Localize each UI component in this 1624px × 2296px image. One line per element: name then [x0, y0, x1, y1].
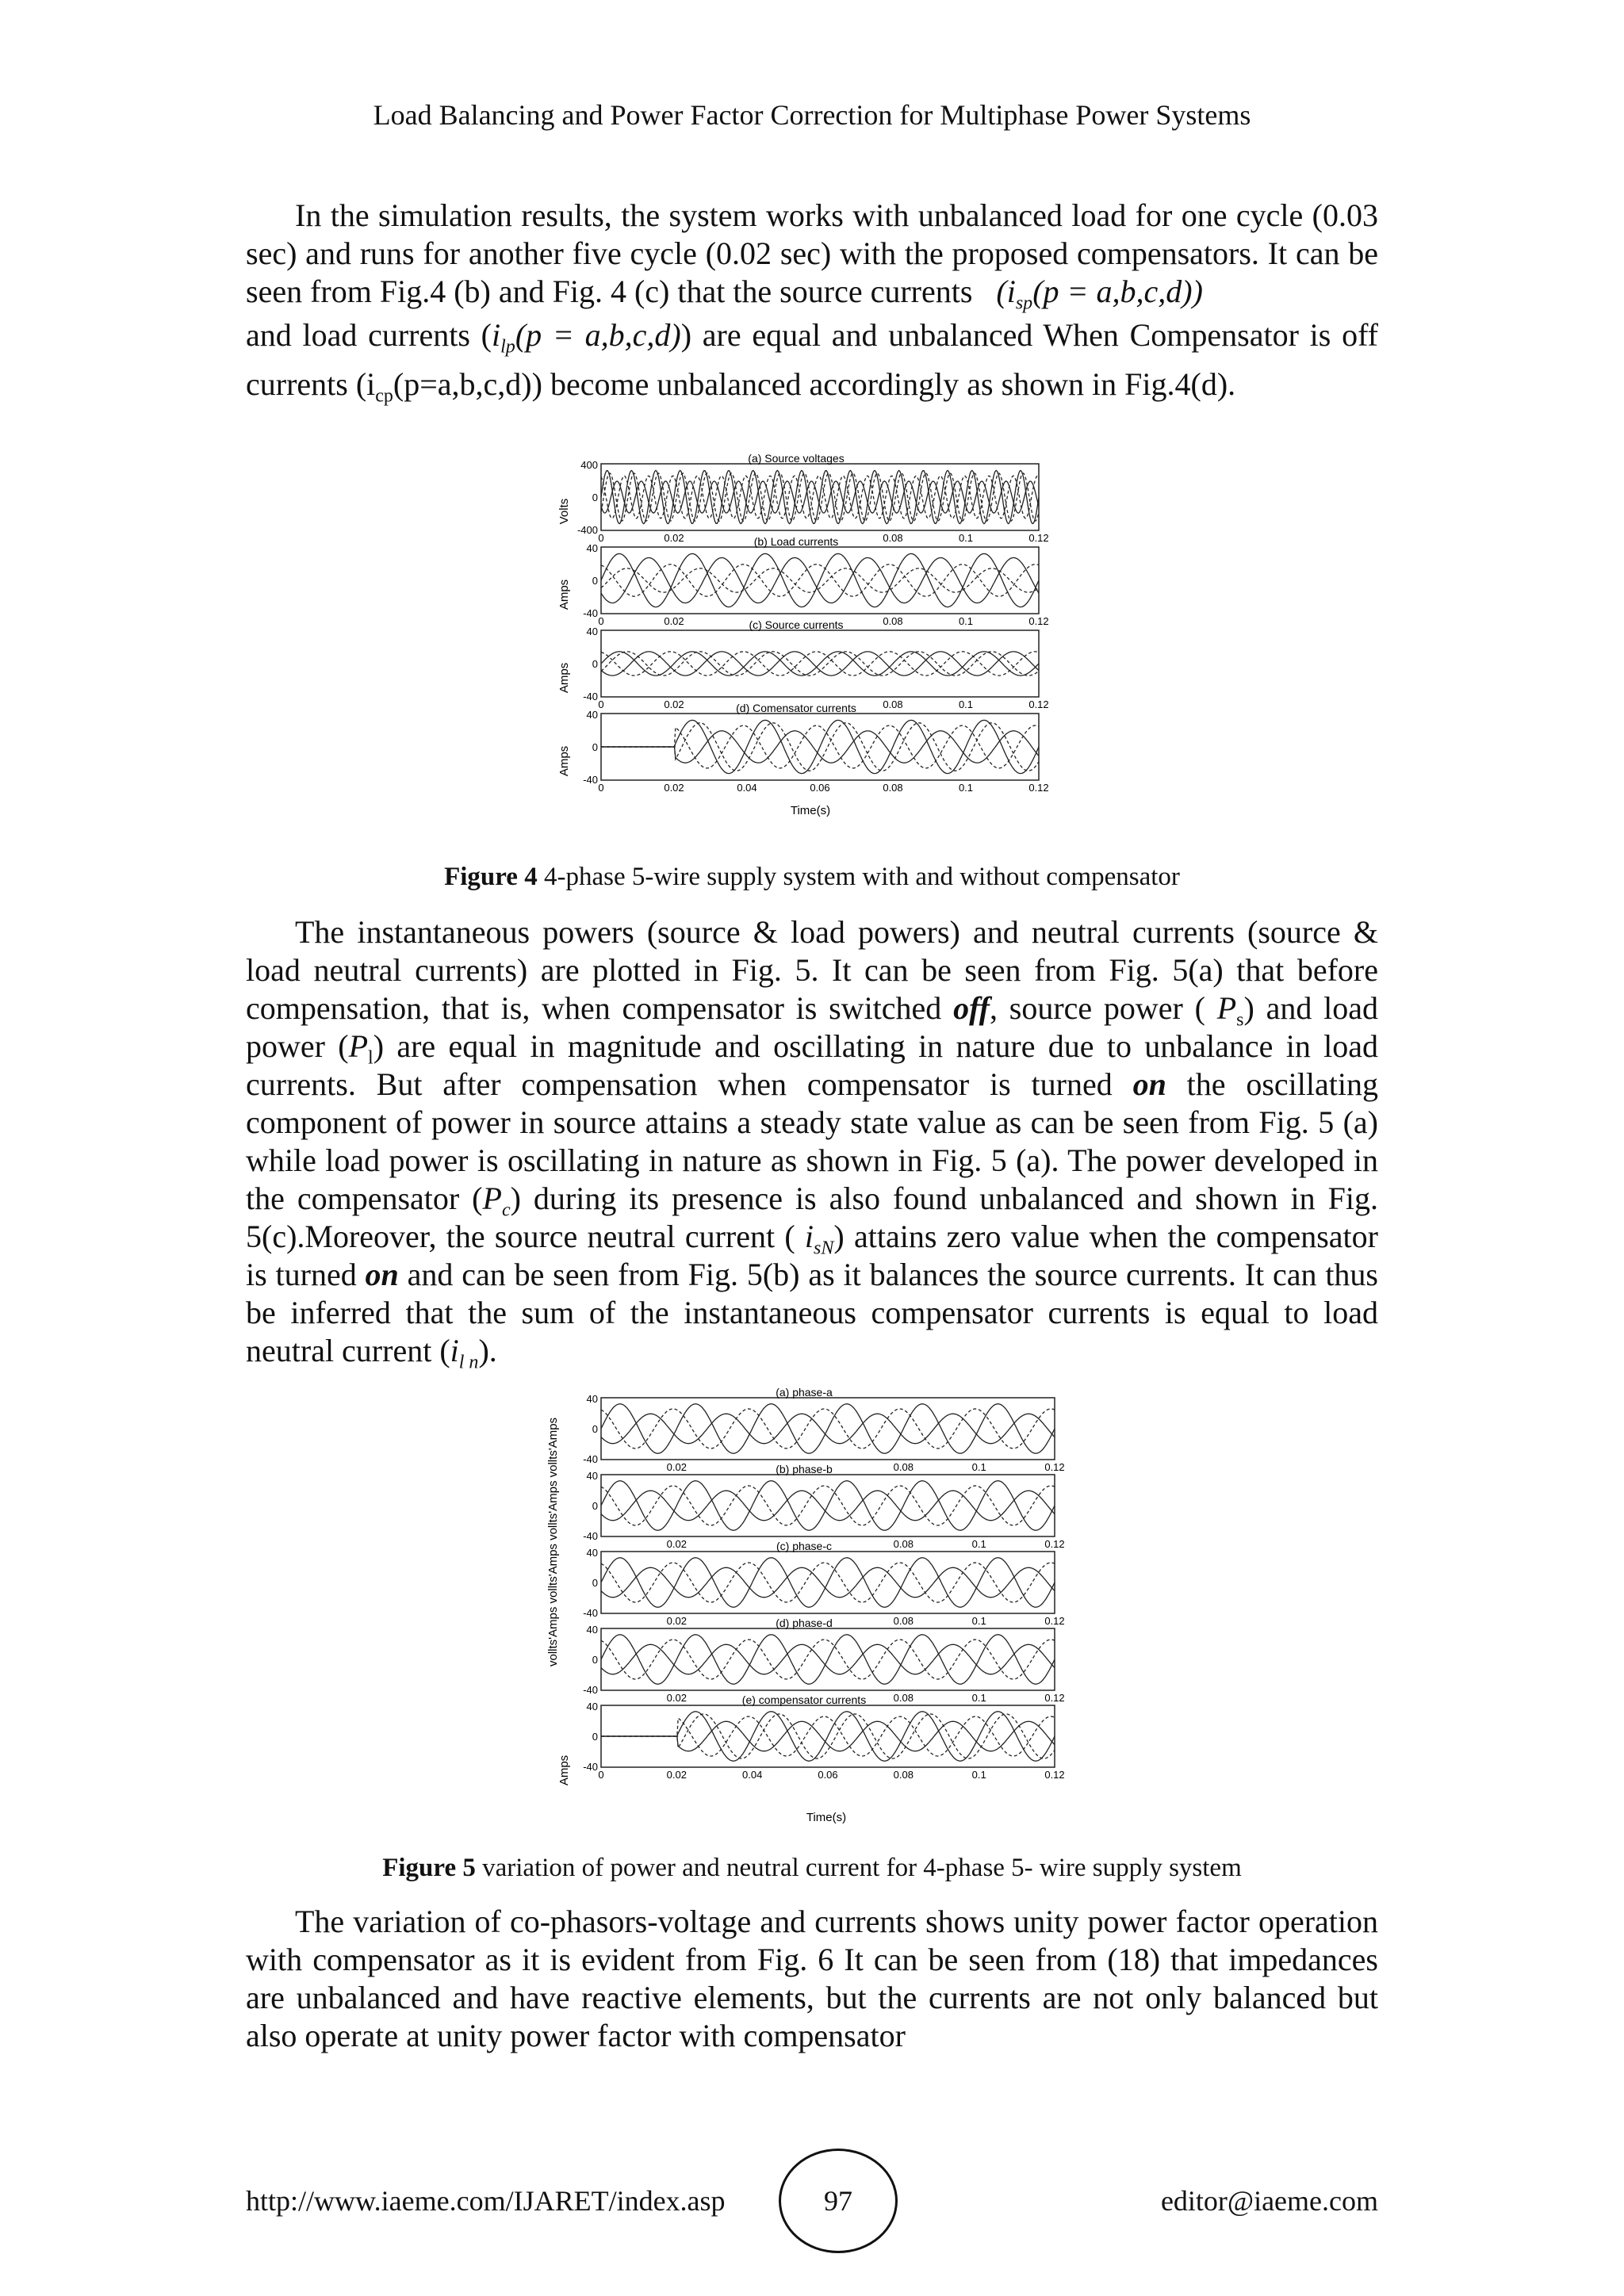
fig5-ytick: 40: [586, 1470, 598, 1482]
fig4-ylabel-d: Amps: [557, 745, 571, 777]
fig5-xtick: 0.1: [971, 1615, 986, 1627]
fig4-panel-title: (b) Load currents: [753, 535, 839, 548]
fig5-xtick: 0.12: [1044, 1461, 1065, 1473]
fig5-ytick: 40: [586, 1624, 598, 1636]
fig4-xtick: 0.02: [664, 615, 684, 627]
equation-ilp: $i_{lp}(p = a,b,c,d)$: [492, 317, 681, 358]
fig5-xlabel: Time(s): [806, 1811, 847, 1824]
paragraph-3: The variation of co-phasors-voltage and currents shows unity power factor operation with compensator as it is evident from Fig. 6 It can be seen from (18) that impedances are unbalanced and have reactive elements, but the currents are not only balanced but also operate at unity power factor with compensator: [246, 1904, 1378, 2053]
fig4-xtick: 0.08: [883, 698, 903, 710]
fig5-ytick: 0: [592, 1423, 598, 1435]
fig5-xtick: 0.08: [893, 1692, 914, 1704]
fig4-ytick: 0: [592, 658, 598, 670]
fig4-ytick: -40: [583, 691, 598, 702]
fig5-ytick: 0: [592, 1577, 598, 1589]
fig4-ytick: 40: [586, 709, 598, 721]
paragraph-2: The instantaneous powers (source & load powers) and neutral currents (source & load neutral currents) are plotted in Fig. 5. It can be seen from Fig. 5(a) that before compensation, that is, when compensator is switched off, source power ( $P_s$) and load power $(P_l)$ are equal in magnitude and oscillating in nature due to unbalance in load currents. But after compensation when compensator is turned on the oscillating component of power in source attains a steady state value as can be seen from Fig. 5 (a) while load power is oscillating in nature as shown in Fig. 5 (a). The power developed in the compensator $(P_c)$ during its presence is also found unbalanced and shown in Fig. 5(c).Moreover, the source neutral current ( $i_{sN}$) attains zero value when the compensator is turned on and can be seen from Fig. 5(b) as it balances the source currents. It can thus be inferred that the sum of the instantaneous compensator currents is equal to load neutral current $(i_{l n})$.: [246, 914, 1379, 1373]
paragraph-1: In the simulation results, the system works with unbalanced load for one cycle (0.03 sec) and runs for another five cycle (0.02 sec) with the proposed compensators. It can be seen from Fig.4 (b) and Fig. 4 (c) that the source currents $(i_{sp}(p = a,b,c,d))$ and load currents $(i_{lp}(p = a,b,c,d))$ are equal and unbalanced When Compensator is off currents $(i_{cp}(p=a,b,c,d))$ become unbalanced accordingly as shown in Fig.4(d).: [246, 197, 1379, 407]
fig4-panel-title: (c) Source currents: [749, 618, 844, 631]
footer-url[interactable]: http://www.iaeme.com/IJARET/index.asp: [246, 2185, 726, 2217]
fig4-panel-title: (d) Comensator currents: [736, 702, 856, 714]
fig4-xtick: 0: [598, 782, 604, 794]
fig5-side-label: vollts'Amps vollts'Amps vollts'Amps vollts'Amps: [546, 1417, 560, 1667]
fig5-xtick: 0.12: [1044, 1615, 1065, 1627]
equation-isp: $(i_{sp}(p = a,b,c,d))$: [996, 274, 1203, 314]
fig4-xtick: 0.02: [664, 532, 684, 544]
figure-4: [539, 448, 1063, 821]
fig4-ylabel-c: Amps: [557, 662, 571, 694]
fig5-xtick: 0.1: [971, 1461, 986, 1473]
fig4-ylabel-a: Volts: [557, 498, 571, 525]
fig5-xtick: 0.02: [666, 1538, 687, 1550]
fig4-ytick: -40: [583, 607, 598, 619]
fig4-panel-title: (a) Source voltages: [748, 452, 845, 465]
fig4-ylabel-b: Amps: [557, 579, 571, 610]
fig4-xtick: 0.1: [958, 532, 974, 544]
fig5-ytick: -40: [583, 1684, 598, 1696]
fig5-xtick: 0.02: [666, 1769, 687, 1781]
fig4-ytick: 400: [580, 459, 598, 471]
fig4-xtick: 0.08: [883, 532, 903, 544]
fig4-xtick: 0.12: [1028, 782, 1049, 794]
fig4-xtick: 0.12: [1028, 698, 1049, 710]
fig5-xtick: 0.04: [742, 1769, 763, 1781]
fig5-xtick: 0.12: [1044, 1538, 1065, 1550]
fig4-ytick: -40: [583, 774, 598, 786]
fig5-ytick: 40: [586, 1393, 598, 1405]
fig5-ytick: -40: [583, 1530, 598, 1542]
fig5-ytick: -40: [583, 1607, 598, 1619]
fig5-xtick: 0.08: [893, 1461, 914, 1473]
fig5-ytick: 0: [592, 1731, 598, 1743]
fig4-ytick: 0: [592, 741, 598, 753]
page-number: 97: [779, 2149, 898, 2253]
footer-email[interactable]: editor@iaeme.com: [1160, 2185, 1378, 2217]
fig5-panel-title: (d) phase-d: [776, 1617, 833, 1629]
fig4-xtick: 0.1: [958, 782, 974, 794]
fig4-yaxis-labels: [557, 499, 571, 776]
fig5-xtick: 0.08: [893, 1769, 914, 1781]
fig5-xtick: 0.08: [893, 1538, 914, 1550]
fig5-xtick: 0.08: [893, 1615, 914, 1627]
fig5-xtick: 0.1: [971, 1769, 986, 1781]
fig5-ytick: 40: [586, 1547, 598, 1559]
fig5-xtick: 0.12: [1044, 1692, 1065, 1704]
fig4-xtick: 0: [598, 532, 604, 544]
fig4-xlabel: Time(s): [790, 804, 831, 817]
fig5-ylabel-e: Amps: [557, 1755, 571, 1786]
fig4-ytick: -400: [576, 524, 598, 536]
fig4-ytick: 0: [592, 492, 598, 503]
fig4-xtick: 0.08: [883, 782, 903, 794]
fig4-xtick: 0: [598, 615, 604, 627]
fig5-xtick: 0.06: [818, 1769, 838, 1781]
fig5-xtick: 0: [598, 1769, 604, 1781]
fig4-ytick: 40: [586, 626, 598, 637]
figure-5: [539, 1383, 1078, 1827]
fig5-ytick: -40: [583, 1761, 598, 1773]
fig4-xtick: 0: [598, 698, 604, 710]
figure-4-caption: Figure 4 4-phase 5-wire supply system with and without compensator: [444, 863, 1180, 891]
fig4-xtick: 0.08: [883, 615, 903, 627]
fig4-xtick: 0.12: [1028, 615, 1049, 627]
fig5-panel-title: (a) phase-a: [776, 1386, 833, 1399]
fig5-ytick: 0: [592, 1654, 598, 1666]
fig5-panel-title: (c) phase-c: [776, 1540, 833, 1552]
fig5-xtick: 0.12: [1044, 1769, 1065, 1781]
figure-5-caption: Figure 5 variation of power and neutral current for 4-phase 5- wire supply system: [382, 1854, 1242, 1882]
fig4-xtick: 0.02: [664, 782, 684, 794]
fig5-panel-title: (e) compensator currents: [741, 1693, 867, 1706]
fig4-xtick: 0.1: [958, 615, 974, 627]
running-header: Load Balancing and Power Factor Correction for Multiphase Power Systems: [373, 99, 1251, 131]
fig5-panel-title: (b) phase-b: [776, 1463, 833, 1475]
fig4-xtick: 0.12: [1028, 532, 1049, 544]
fig5-ytick: 40: [586, 1701, 598, 1712]
fig5-xtick: 0.02: [666, 1692, 687, 1704]
fig5-xtick: 0.1: [971, 1692, 986, 1704]
fig4-xtick: 0.04: [737, 782, 757, 794]
fig4-ytick: 40: [586, 542, 598, 554]
fig5-xtick: 0.02: [666, 1615, 687, 1627]
fig4-xtick: 0.06: [810, 782, 830, 794]
fig5-xtick: 0.02: [666, 1461, 687, 1473]
fig4-ytick: 0: [592, 575, 598, 587]
fig5-xtick: 0.1: [971, 1538, 986, 1550]
fig5-ytick: 0: [592, 1500, 598, 1512]
fig4-xtick: 0.02: [664, 698, 684, 710]
fig5-ytick: -40: [583, 1453, 598, 1465]
fig4-xtick: 0.1: [958, 698, 974, 710]
